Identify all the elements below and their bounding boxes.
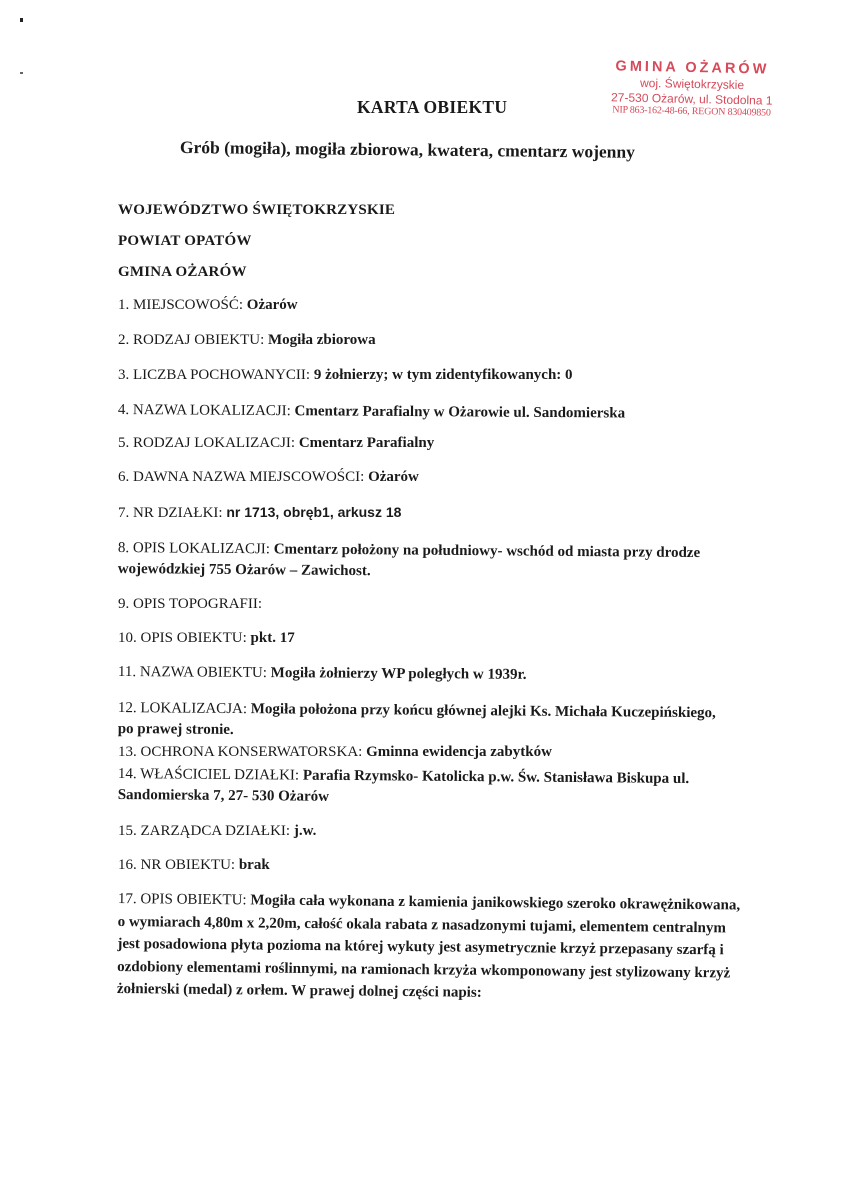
field-12-localization [118, 698, 718, 745]
field-label: 6. DAWNA NAZWA MIEJSCOWOŚCI: [118, 469, 369, 485]
field-label: 3. LICZBA POCHOWANYCII: [118, 367, 314, 383]
county-heading: POWIAT OPATÓW [118, 233, 252, 249]
field-label: 4. NAZWA LOKALIZACJI: [117, 401, 295, 420]
field-value: Parafia Rzymsko- Katolicka p.w. Św. Stanisława Biskupa ul. Sandomierska 7, 27- 530 Ożarów [117, 767, 690, 805]
field-value: Cmentarz Parafialny w Ożarowie ul. Sandomierska [294, 403, 626, 422]
field-value: Cmentarz Parafialny [298, 435, 435, 451]
field-label: 16. NR OBIEKTU: [118, 857, 239, 873]
document-subtitle: Grób (mogiła), mogiła zbiorowa, kwatera, cmentarz wojenny [179, 137, 636, 162]
field-value: Cmentarz położony na południowy- wschód od miasta przy drodze wojewódzkiej 755 Ożarów – Zawichost. [117, 541, 701, 580]
field-value: Mogiła zbiorowa [268, 332, 376, 348]
stamp-nip-regon: NIP 863-162-48-66, REGON 830409850 [612, 104, 771, 119]
field-15-plot-manager [118, 821, 743, 842]
voivodeship-heading: WOJEWÓDZTWO ŚWIĘTOKRZYSKIE [118, 202, 396, 218]
field-17-object-description [117, 888, 746, 1007]
field-value: Mogiła żołnierzy WP poległych w 1939r. [270, 665, 527, 683]
field-label: 10. OPIS OBIEKTU: [118, 630, 251, 646]
field-label: 2. RODZAJ OBIEKTU: [118, 332, 268, 348]
field-label: 5. RODZAJ LOKALIZACJI: [118, 435, 299, 451]
field-label: 11. NAZWA OBIEKTU: [117, 663, 271, 682]
field-label: 9. OPIS TOPOGRAFII: [118, 596, 263, 612]
field-label: 7. NR DZIAŁKI: [118, 505, 227, 521]
field-10-object-description-ref [118, 628, 743, 649]
field-value: nr 1713, obręb1, arkusz 18 [226, 504, 402, 520]
field-9-topography [118, 594, 743, 615]
field-5-location-type [118, 433, 743, 454]
field-value: pkt. 17 [250, 630, 295, 646]
scan-speck [20, 18, 23, 22]
field-11-object-name [118, 662, 743, 687]
field-16-object-number [118, 855, 743, 876]
field-value: Ożarów [368, 469, 419, 485]
field-2-object-type [118, 330, 743, 351]
field-label: 1. MIEJSCOWOŚĆ: [118, 297, 247, 313]
field-value: Ożarów [246, 297, 298, 313]
stamp-title: GMINA OŻARÓW [615, 58, 770, 78]
field-value: Mogiła cała wykonana z kamienia janikowskiego szeroko okrawężnikowana, o wymiarach 4,80m x 2,20m, całość okala rabata z nasadzonymi tujami, elementem centralnym jest posadowiona płyta pozioma na której wykuty jest asymetrycznie krzyż przepasany szarfą i ozdobiony elementami roślinnymi, na ramionach krzyża wkomponowany jest stylizowany krzyż żołnierski (medal) z orłem. W prawej dolnej części napis: [116, 892, 741, 1001]
field-value: brak [238, 857, 270, 873]
field-value: Mogiła położona przy końcu głównej alejki Ks. Michała Kuczepińskiego, po prawej stronie. [117, 701, 716, 739]
official-stamp [593, 58, 790, 120]
field-label: 8. OPIS LOKALIZACJI: [117, 539, 274, 558]
field-value: j.w. [293, 823, 317, 839]
field-label: 12. LOKALIZACJA: [117, 699, 251, 718]
field-label: 17. OPIS OBIEKTU: [117, 890, 251, 909]
field-label: 13. OCHRONA KONSERWATORSKA: [118, 744, 367, 760]
document-title: KARTA OBIEKTU [357, 97, 508, 117]
field-14-plot-owner [118, 764, 748, 811]
field-13-heritage-protection [118, 742, 743, 763]
field-value: Gminna ewidencja zabytków [366, 744, 552, 760]
stamp-address: 27-530 Ożarów, ul. Stodolna 1 [610, 90, 773, 108]
field-1-locality [118, 295, 743, 316]
field-3-buried-count [118, 365, 743, 386]
field-8-location-description [118, 538, 743, 585]
field-7-plot-number [118, 502, 743, 524]
scan-speck [20, 72, 23, 74]
field-label: 15. ZARZĄDCA DZIAŁKI: [118, 823, 294, 839]
field-4-location-name [118, 400, 743, 425]
commune-heading: GMINA OŻARÓW [118, 264, 247, 280]
field-value: 9 żołnierzy; w tym zidentyfikowanych: 0 [313, 367, 573, 383]
stamp-voivodeship: woj. Świętokrzyskie [639, 76, 745, 93]
field-label: 14. WŁAŚCICIEL DZIAŁKI: [117, 765, 303, 784]
field-6-former-name [118, 467, 743, 488]
